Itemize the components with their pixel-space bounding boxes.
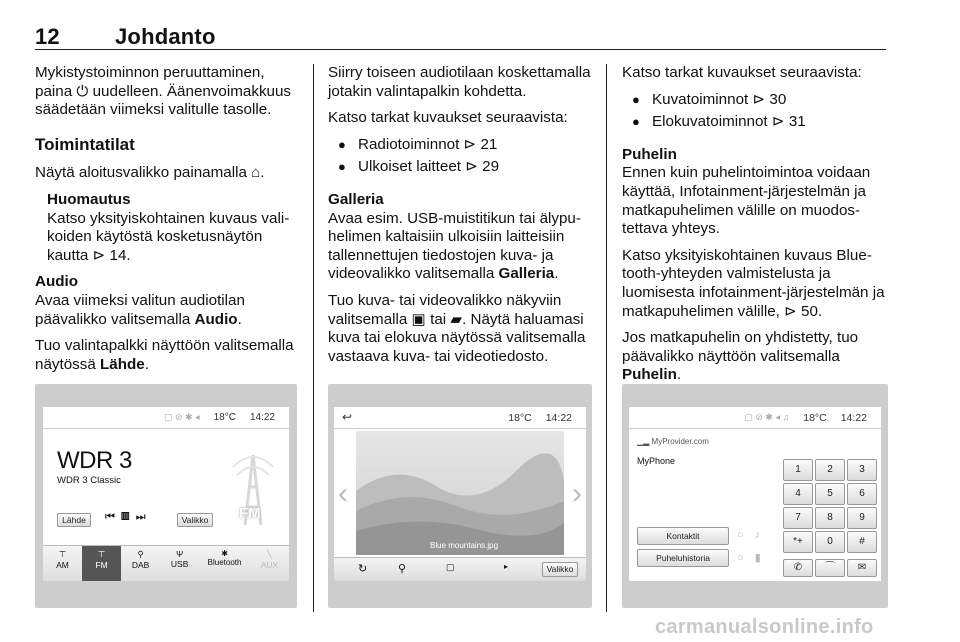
subheading-phone: Puhelin	[622, 145, 677, 163]
paragraph: Siirry toiseen audiotilaan koskettamalla jotakin valintapalkin kohdetta.	[328, 64, 591, 100]
keypad-key[interactable]: 2	[815, 459, 845, 481]
text-run: Avaa viimeksi valitun audiotilan päävalikko valitsemalla	[35, 291, 245, 328]
antenna-icon: ⊤	[97, 549, 106, 559]
station-name: WDR 3	[57, 447, 132, 474]
subheading-gallery: Galleria	[328, 190, 384, 208]
keypad-key[interactable]: 4	[783, 483, 813, 505]
bluetooth-icon: ✱	[221, 549, 228, 558]
column-divider-1	[313, 64, 314, 612]
tab-fm[interactable]	[82, 546, 121, 581]
paragraph: Avaa esim. USB-muistitikun tai älypuhelimen kaltaisiin ulkoisiin laitteisiin tallennettujen tiedostojen kuva- ja videovalikko valitsemalla Galleria.	[328, 209, 581, 283]
menu-button[interactable]: Valikko	[177, 513, 213, 527]
status-bar	[43, 407, 289, 429]
dab-icon: ⚲	[137, 549, 144, 559]
play-icon[interactable]: ▸	[504, 562, 509, 571]
tab-label: AM	[56, 560, 69, 570]
paragraph: Mykistystoiminnon peruuttaminen, paina ⏻ uudelleen. Äänenvoimakkuus säädetään viimeksi valitulle tasolle.	[35, 64, 292, 119]
keypad-key[interactable]: #	[847, 531, 877, 553]
bold-term: Audio	[194, 310, 238, 328]
station-subtitle: WDR 3 Classic	[57, 475, 121, 486]
paragraph: Ennen kuin puhelintoimintoa voidaan käyttää, Infotainment-järjestelmän ja matkapuhelimen välille on muodostettava yhteys.	[622, 164, 871, 238]
tab-label: Bluetooth	[207, 558, 242, 567]
zoom-icon[interactable]: ⚲	[398, 563, 407, 575]
source-button[interactable]: Lähde	[57, 513, 91, 527]
status-icons: ▢ ⊘ ✱ ◂ ♫	[744, 412, 790, 422]
phone-screen-figure	[622, 384, 888, 608]
list-item: ● Ulkoiset laitteet ⊳ 29	[328, 158, 592, 177]
aux-icon: ╲	[266, 549, 273, 559]
keypad-key[interactable]: 8	[815, 507, 845, 529]
tab-usb[interactable]	[160, 546, 199, 581]
page-number: 12	[35, 24, 60, 49]
section-heading-modes: Toimintatilat	[35, 134, 135, 154]
playback-controls	[105, 511, 152, 524]
tab-dab[interactable]	[121, 546, 160, 581]
note-box	[35, 191, 297, 265]
voicemail-icon[interactable]: ✉	[847, 559, 877, 577]
back-icon[interactable]: ↩	[342, 410, 353, 424]
watermark: carmanualsonline.info	[655, 616, 874, 638]
audio-screen-figure	[35, 384, 297, 608]
paragraph: Jos matkapuhelin on yhdistetty, tuo päävalikko näyttöön valitsemalla Puhelin.	[622, 329, 859, 384]
paragraph: Tuo kuva- tai videovalikko näkyviin valitsemalla ▣ tai ▰. Näytä haluamasi kuva tai elokuva näytössä valitsemalla vastaava kuva- tai videotiedosto.	[328, 291, 586, 365]
signal-icon: ▁▂	[637, 437, 650, 446]
list-item: ● Radiotoiminnot ⊳ 21	[328, 136, 592, 155]
tab-label: FM	[95, 560, 108, 570]
keypad-key[interactable]: 1	[783, 459, 813, 481]
paragraph: Katso yksityiskohtainen kuvaus Bluetooth-yhteyden valmistelusta ja luomisesta infotainment-järjestelmän ja matkapuhelimen välille, ⊳ 50.	[622, 246, 885, 320]
page-title: Johdanto	[115, 24, 216, 49]
tab-label: AUX	[260, 560, 279, 570]
next-icon[interactable]: ⏭	[135, 511, 152, 523]
bullet-list	[328, 136, 592, 177]
temperature: 18°C	[803, 411, 827, 424]
tab-label: DAB	[131, 560, 150, 570]
paragraph: Avaa viimeksi valitun audiotilan päävalikko valitsemalla Audio.	[35, 291, 245, 328]
text-run: Avaa esim. USB-muistitikun tai älypuhelimen kaltaisiin ulkoisiin laitteisiin tallennettujen tiedostojen kuva- ja videovalikko valitsemalla	[328, 209, 581, 283]
status-bar	[334, 407, 586, 429]
gallery-screen-figure	[328, 384, 592, 608]
tab-label: USB	[170, 559, 189, 569]
temperature: 18°C	[508, 411, 532, 424]
keypad-key[interactable]: 0	[815, 531, 845, 553]
hang-up-icon[interactable]: ⌒	[815, 559, 845, 577]
previous-icon[interactable]: ⏮	[105, 511, 121, 523]
provider-label	[637, 437, 709, 446]
status-bar	[629, 407, 881, 429]
previous-arrow-icon[interactable]: ‹	[338, 477, 348, 510]
menu-button[interactable]: Valikko	[542, 562, 578, 577]
column-2	[328, 64, 592, 374]
clock: 14:22	[545, 411, 572, 424]
tab-bluetooth[interactable]	[199, 546, 250, 581]
note-title: Huomautus	[47, 190, 131, 208]
bold-term: Galleria	[498, 265, 555, 283]
keypad-key[interactable]: 6	[847, 483, 877, 505]
paragraph: Katso tarkat kuvaukset seuraavista:	[622, 64, 862, 81]
list-item: ● Kuvatoiminnot ⊳ 30	[622, 91, 888, 110]
mountain-photo	[356, 431, 564, 555]
speaker-icon[interactable]: ○ ▮	[737, 552, 765, 564]
keypad-key[interactable]: 9	[847, 507, 877, 529]
gallery-screen	[334, 407, 586, 581]
antenna-icon: ⊤	[58, 549, 67, 559]
paragraph: Tuo valintapalkki näyttöön valitsemalla näytössä Lähde.	[35, 337, 294, 373]
fm-badge: FM	[239, 505, 261, 522]
list-icon[interactable]: ▦	[120, 511, 136, 523]
text-run: Tuo valintapalkki näyttöön valitsemalla näytössä	[35, 337, 294, 373]
bold-term: Puhelin	[622, 366, 677, 384]
photo-caption: Blue mountains.jpg	[430, 541, 499, 550]
contacts-button[interactable]: Kontaktit	[637, 527, 729, 545]
gallery-toolbar	[334, 557, 586, 581]
usb-icon: Ψ	[176, 549, 184, 559]
clock: 14:22	[249, 412, 275, 423]
keypad-key[interactable]: *+	[783, 531, 813, 553]
mute-icon[interactable]: ○ ♪	[737, 529, 765, 541]
device-name: MyPhone	[637, 456, 676, 466]
next-arrow-icon[interactable]: ›	[572, 477, 582, 510]
page-header	[35, 24, 216, 50]
keypad-key[interactable]: 7	[783, 507, 813, 529]
audio-screen	[43, 407, 289, 581]
provider-name: MyProvider.com	[651, 437, 709, 446]
call-icon[interactable]: ✆	[783, 559, 813, 577]
call-history-button[interactable]: Puheluhistoria	[637, 549, 729, 567]
rotate-icon[interactable]: ↻	[358, 563, 368, 575]
subheading-audio: Audio	[35, 273, 79, 291]
paragraph: Näytä aloitusvalikko painamalla ⌂.	[35, 164, 265, 182]
tab-aux[interactable]	[250, 546, 289, 581]
note-text: Katso yksityiskohtainen kuvaus valikoiden käytöstä kosketusnäytön kautta ⊳ 14.	[47, 209, 290, 264]
clock: 14:22	[840, 411, 867, 424]
temperature: 18°C	[213, 412, 236, 423]
paragraph: Katso tarkat kuvaukset seuraavista:	[328, 109, 568, 127]
column-1	[35, 64, 297, 382]
column-divider-2	[606, 64, 607, 612]
keypad-key[interactable]: 3	[847, 459, 877, 481]
header-rule	[35, 49, 886, 50]
list-item: ● Elokuvatoiminnot ⊳ 31	[622, 113, 888, 132]
bullet-list	[622, 91, 888, 132]
bold-term: Lähde	[100, 355, 145, 373]
column-3	[622, 64, 888, 393]
keypad-key[interactable]: 5	[815, 483, 845, 505]
call-actions	[783, 559, 877, 577]
tab-am[interactable]	[43, 546, 82, 581]
text-run: Jos matkapuhelin on yhdistetty, tuo päävalikko näyttöön valitsemalla	[622, 329, 859, 365]
status-icons: ▢ ⊘ ✱ ◂	[164, 412, 200, 422]
source-tab-bar	[43, 545, 289, 581]
slideshow-icon[interactable]: ▢	[446, 562, 455, 572]
phone-screen	[629, 407, 881, 581]
